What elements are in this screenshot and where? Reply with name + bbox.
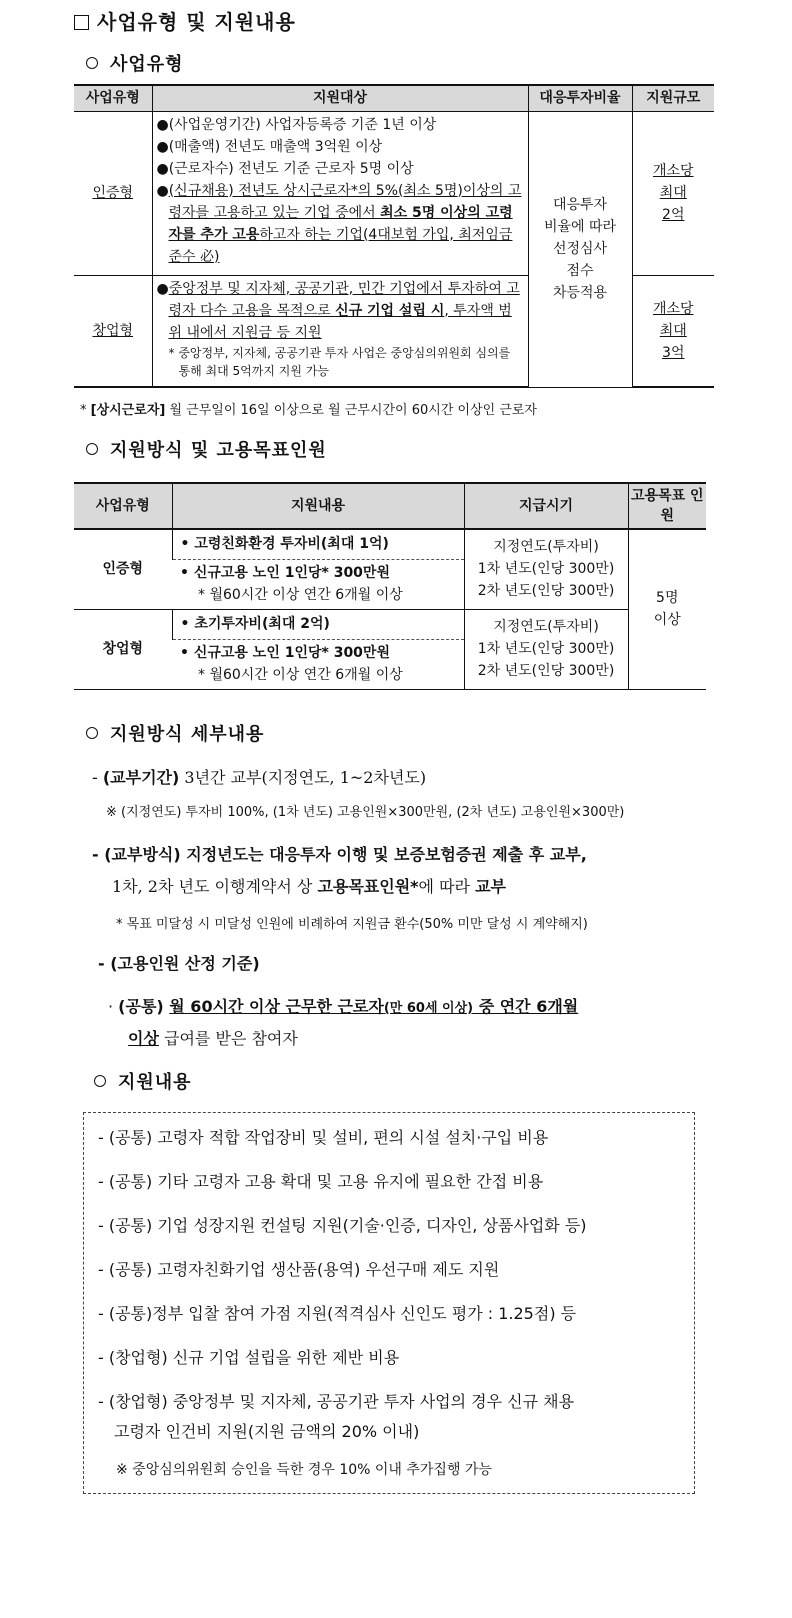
list-item: ●(신규채용) 전년도 상시근로자*의 5%(최소 5명)이상의 고령자를 고용하고 있는 기업 중에서 최소 5명 이상의 고령자를 추가 고용하고자 하는 기업(4대보험 가입, 최저임금 준수 必) [156, 182, 522, 265]
pay-cell: 지정연도(투자비) 1차 년도(인당 300만) 2차 년도(인당 300만) [464, 609, 628, 689]
header-cell: 지원규모 [632, 85, 714, 111]
detail-method-line2: 1차, 2차 년도 이행계약서 상 고용목표인원*에 따라 교부 [112, 877, 507, 896]
table-row [74, 609, 706, 639]
header-cell: 지원내용 [172, 483, 464, 529]
subsection-support-method: 지원방식 및 고용목표인원 [86, 436, 327, 462]
pay-cell: 지정연도(투자비) 1차 년도(인당 300만) 2차 년도(인당 300만) [464, 529, 628, 609]
list-item: (근로자수) 전년도 기준 근로자 5명 이상 [168, 160, 414, 177]
circle-bullet-icon [86, 443, 98, 455]
header-cell: 사업유형 [74, 483, 172, 529]
ratio-cell: 대응투자 비율에 따라 선정심사 점수 차등적용 [528, 111, 632, 387]
footnote: * [상시근로자] 월 근무일이 16일 이상으로 월 근무시간이 60시간 이상인 근로자 [80, 403, 537, 418]
detail-criteria: - (고용인원 산정 기준) [98, 954, 260, 973]
subsection-detail: 지원방식 세부내용 [86, 720, 264, 746]
list-item: - (창업형) 중앙정부 및 지자체, 공공기관 투자 사업의 경우 신규 채용 [98, 1392, 575, 1411]
header-cell: 고용목표 인원 [628, 483, 706, 529]
list-item: - (창업형) 신규 기업 설립을 위한 제반 비용 [98, 1348, 400, 1367]
detail-criteria-common: · (공통) 월 60시간 이상 근무한 근로자(만 60세 이상) 중 연간 6개월 이상 급여를 받은 참여자 [108, 997, 579, 1048]
type-cell: 인증형 [74, 111, 152, 275]
detail-method-note: * 목표 미달성 시 미달성 인원에 비례하여 지원금 환수(50% 미만 달성 시 계약해지) [116, 917, 588, 932]
table-row [74, 529, 706, 559]
scale-cell: 개소당 최대 2억 [632, 111, 714, 275]
note-text: * 중앙정부, 지자체, 공공기관 투자 사업은 중앙심의위원회 심의를 통해 최대 5억까지 지원 가능 [168, 345, 511, 378]
support-method-table [74, 482, 706, 690]
target-cell [152, 275, 528, 387]
type-cell: 창업형 [74, 609, 172, 689]
detail-period-note: ※ (지정연도) 투자비 100%, (1차 년도) 고용인원×300만원, (2차 년도) 고용인원×300만) [106, 805, 625, 820]
list-item: (사업운영기간) 사업자등록증 기준 1년 이상 [168, 116, 437, 133]
business-type-table [74, 84, 714, 388]
target-cell: 5명 이상 [628, 529, 706, 689]
circle-bullet-icon [86, 727, 98, 739]
list-item-continued: 고령자 인건비 지원(지원 금액의 20% 이내) [114, 1422, 420, 1441]
list-item: - (공통)정부 입찰 참여 가점 지원(적격심사 신인도 평가 : 1.25점) 등 [98, 1304, 577, 1323]
support-content-box [83, 1112, 695, 1494]
subsection-business-type: 사업유형 [86, 50, 184, 76]
header-cell: 지급시기 [464, 483, 628, 529]
scale-cell: 개소당 최대 3억 [632, 275, 714, 387]
header-cell: 사업유형 [74, 85, 152, 111]
content-cell: • 초기투자비(최대 2억) [172, 609, 464, 639]
type-cell: 창업형 [74, 275, 152, 387]
list-item: ●중앙정부 및 지자체, 공공기관, 민간 기업에서 투자하여 고령자 다수 고용을 목적으로 신규 기업 설립 시, 투자액 범위 내에서 지원금 등 지원 [156, 280, 520, 341]
content-cell: • 신규고용 노인 1인당* 300만원 * 월60시간 이상 연간 6개월 이상 [172, 639, 464, 689]
list-item: - (공통) 고령자 적합 작업장비 및 설비, 편의 시설 설치·구입 비용 [98, 1128, 549, 1147]
detail-method: - (교부방식) 지정년도는 대응투자 이행 및 보증보험증권 제출 후 교부, [92, 845, 587, 864]
section-title: 사업유형 및 지원내용 [74, 6, 296, 35]
type-cell: 인증형 [74, 529, 172, 609]
list-item: - (공통) 고령자친화기업 생산품(용역) 우선구매 제도 지원 [98, 1260, 500, 1279]
content-cell: • 고령친화환경 투자비(최대 1억) [172, 529, 464, 559]
target-cell: ●(사업운영기간) 사업자등록증 기준 1년 이상 ●(매출액) 전년도 매출액 3억원 이상 ●(근로자수) 전년도 기준 근로자 5명 이상 ●(신규채용) 전년도 상시근로자*의 5%(최소 5명)이상의 고령자를 고용하고 있는 기업 중에서 최소 5명 이상의 고령자를 추가 고용하고자 하는 기업(4대보험 가입, 최저임금 준수 必) [152, 111, 528, 275]
list-item: - (공통) 기업 성장지원 컨설팅 지원(기술·인증, 디자인, 상품사업화 등) [98, 1216, 587, 1235]
table-header-row [74, 483, 706, 529]
support-note: ※ 중앙심의위원회 승인을 득한 경우 10% 이내 추가집행 가능 [116, 1462, 492, 1478]
subsection-support-content: 지원내용 [94, 1068, 192, 1094]
circle-bullet-icon [86, 57, 98, 69]
header-cell: 지원대상 [152, 85, 528, 111]
content-cell: • 신규고용 노인 1인당* 300만원 * 월60시간 이상 연간 6개월 이상 [172, 559, 464, 609]
list-item: (매출액) 전년도 매출액 3억원 이상 [168, 138, 383, 155]
header-cell: 대응투자비율 [528, 85, 632, 111]
table-header-row [74, 85, 714, 111]
detail-period: - (교부기간) 3년간 교부(지정연도, 1~2차년도) [92, 768, 427, 787]
table-row [74, 111, 714, 275]
list-item: - (공통) 기타 고령자 고용 확대 및 고용 유지에 필요한 간접 비용 [98, 1172, 544, 1191]
circle-bullet-icon [94, 1075, 106, 1087]
square-bullet-icon [74, 15, 89, 30]
